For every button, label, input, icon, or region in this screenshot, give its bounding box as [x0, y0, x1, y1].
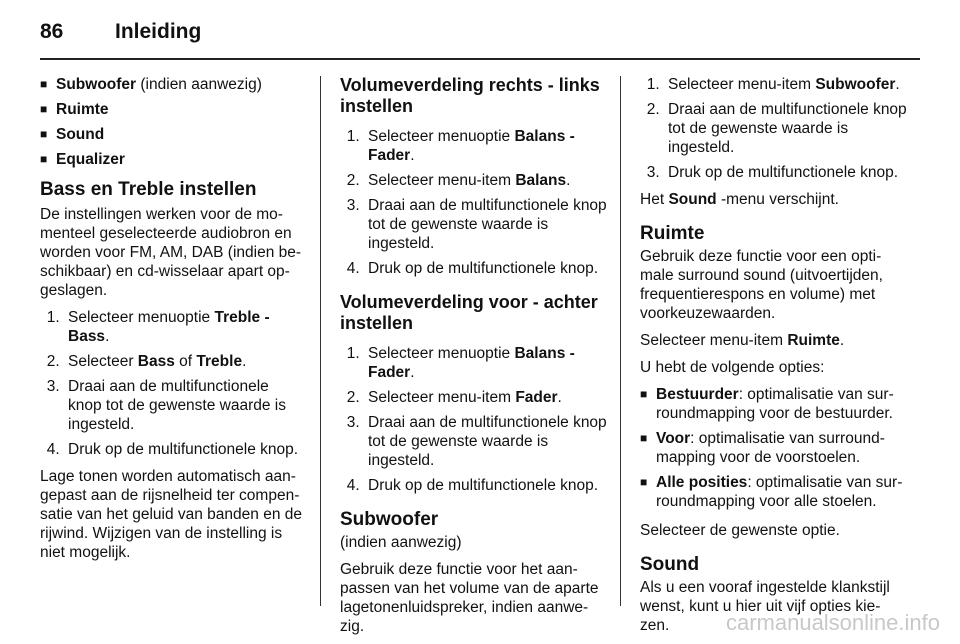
step-bold: Treble - Bass [68, 309, 270, 345]
page-title: Inleiding [115, 20, 202, 43]
step-text: . [895, 76, 900, 93]
watermark: carmanualsonline.info [725, 610, 940, 635]
step-text: Selecteer [68, 353, 138, 370]
paragraph: Gebruik deze functie voor het aan-passen van het volume van de aparte lagetonenluidspreker, indien aanwe-zig. [340, 561, 599, 635]
step-text: Selecteer menuoptie [368, 128, 515, 145]
step-text: . [557, 389, 562, 406]
step-text: Selecteer menu-item [368, 389, 516, 406]
list-item [40, 125, 305, 144]
step: 4. Druk op de multifunctionele knop. [364, 259, 608, 278]
list-item-bold: Alle posities [656, 474, 748, 491]
step [364, 171, 608, 190]
step-text: of [174, 353, 197, 370]
step-text: . [410, 147, 415, 164]
list-item [40, 100, 305, 119]
section-heading: Sound [640, 554, 700, 575]
step-text: . [410, 364, 415, 381]
paragraph: Gebruik deze functie voor een opti-male surround sound (uitvoertijden, frequentierespons en volume) met voorkeuzewaarden. [640, 248, 883, 322]
step-text: Selecteer menu-item [668, 76, 816, 93]
step-text: . [566, 172, 571, 189]
option-list [640, 385, 908, 511]
step-bold: Balans [515, 172, 567, 189]
step [364, 344, 608, 382]
step-bold: Bass [137, 353, 175, 370]
paragraph [640, 190, 908, 209]
section-heading: Subwoofer [340, 509, 439, 530]
step-text: . [105, 328, 110, 345]
step-bold: Balans - Fader [368, 128, 575, 164]
step-text: Selecteer menuoptie [368, 345, 515, 362]
header-rule [40, 58, 920, 60]
step-text: Selecteer menu-item [368, 172, 516, 189]
step: 3. Draai aan de multifunctionele knop tot de gewenste waarde is ingesteld. [364, 413, 608, 470]
step [364, 388, 608, 407]
list-item-bold: Ruimte [56, 101, 109, 118]
paragraph-text: . [839, 332, 845, 349]
list-item-text: (indien aanwezig) [136, 76, 262, 93]
paragraph-bold: Ruimte [787, 332, 840, 349]
list-item [640, 385, 908, 423]
list-item [40, 150, 305, 169]
step-list [640, 75, 908, 182]
paragraph-text: Selecteer menu-item [640, 332, 788, 349]
section-heading: Ruimte [640, 223, 705, 244]
step-bold: Treble [196, 353, 243, 370]
list-item-bold: Sound [56, 126, 105, 143]
list-item-bold: Voor [656, 430, 691, 447]
step: 2. Draai aan de multifunctionele knop tot de gewenste waarde is ingesteld. [664, 100, 908, 157]
step: 3. Druk op de multifunctionele knop. [664, 163, 908, 182]
list-item-text: : optimalisatie van surround-mapping voor de voorstoelen. [656, 430, 885, 466]
step-list [340, 344, 608, 495]
step-text: . [242, 353, 247, 370]
list-item [640, 429, 908, 467]
list-item-bold: Equalizer [56, 151, 125, 168]
step-bold: Subwoofer [815, 76, 896, 93]
feature-list [40, 75, 305, 169]
step [64, 352, 305, 371]
section-heading: Bass en Treble instellen [40, 179, 257, 200]
step: 4. Druk op de multifunctionele knop. [364, 476, 608, 495]
paragraph-text: Het [640, 191, 669, 208]
step [364, 127, 608, 165]
step [64, 308, 305, 346]
column-divider-2 [620, 76, 621, 606]
paragraph: U hebt de volgende opties: [640, 359, 825, 376]
paragraph-bold: Sound [668, 191, 717, 208]
paragraph-text: -menu verschijnt. [716, 191, 839, 208]
section-heading: Volumeverdeling voor - achter instellen [340, 292, 598, 333]
paragraph [640, 331, 908, 350]
list-item-bold: Bestuurder [656, 386, 739, 403]
list-item-text: : optimalisatie van sur-roundmapping voor de bestuurder. [656, 386, 894, 422]
list-item-bold: Subwoofer [56, 76, 137, 93]
step: 3. Draai aan de multifunctionele knop tot de gewenste waarde is ingesteld. [364, 196, 608, 253]
column-divider-1 [320, 76, 321, 606]
list-item [40, 75, 305, 94]
step: 4. Druk op de multifunctionele knop. [64, 440, 305, 459]
step-bold: Fader [515, 389, 558, 406]
paragraph: De instellingen werken voor de mo-menteel geselecteerde audiobron en worden voor FM, AM, DAB (indien be-schikbaar) en cd-wisselaar apart op-geslagen. [40, 206, 302, 299]
column-3 [640, 75, 908, 643]
column-2 [340, 75, 608, 644]
paragraph: Lage tonen worden automatisch aan-gepast aan de rijsnelheid ter compen-satie van het geluid van banden en de rijwind. Wijzigen van de instelling is niet mogelijk. [40, 468, 302, 561]
step [664, 75, 908, 94]
step-list [40, 308, 305, 459]
step-text: Selecteer menuoptie [68, 309, 215, 326]
paragraph: (indien aanwezig) [340, 534, 462, 551]
list-item [640, 473, 908, 511]
page-number: 86 [40, 20, 64, 43]
section-heading: Volumeverdeling rechts - links instellen [340, 75, 600, 116]
step-list [340, 127, 608, 278]
step: 3. Draai aan de multifunctionele knop tot de gewenste waarde is ingesteld. [64, 377, 305, 434]
list-item-text: : optimalisatie van sur-roundmapping voor alle stoelen. [656, 474, 903, 510]
step-bold: Balans - Fader [368, 345, 575, 381]
paragraph: Als u een vooraf ingestelde klankstijl wenst, kunt u hier uit vijf opties kie-zen. [640, 579, 890, 634]
paragraph: Selecteer de gewenste optie. [640, 522, 840, 539]
column-1 [40, 75, 305, 570]
